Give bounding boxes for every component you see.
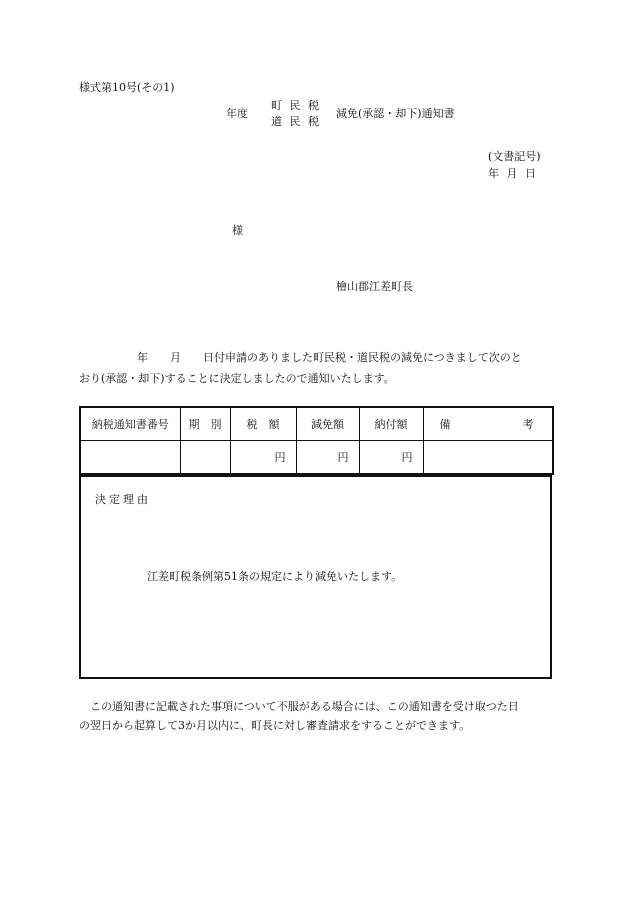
table-header-row xyxy=(80,407,553,441)
cell-tax-amount: 円 xyxy=(230,441,296,475)
decision-reason-box xyxy=(79,475,552,679)
cell-period xyxy=(180,441,230,475)
body-text-line-2: おり(承認・却下)することに決定しましたので通知いたします。 xyxy=(79,372,395,385)
fiscal-year-label: 年度 xyxy=(226,107,248,120)
issuer-name: 檜山郡江差町長 xyxy=(336,280,413,293)
header-period: 期 別 xyxy=(180,407,230,441)
header-reduction-amount: 減免額 xyxy=(296,407,359,441)
header-notice-number: 納税通知書番号 xyxy=(80,407,180,441)
cell-remarks xyxy=(423,441,553,475)
cell-payment-amount: 円 xyxy=(359,441,423,475)
header-payment-amount: 納付額 xyxy=(359,407,423,441)
body-text-line-1: 年 月 日付申請のありました町民税・道民税の減免につきまして次のと xyxy=(137,351,522,364)
tax-type-prefectural: 道 民 税 xyxy=(271,115,321,128)
appeal-note-line-1: この通知書に記載された事項について不服がある場合には、この通知書を受け取つた日 xyxy=(90,700,519,713)
form-number: 様式第10号(その1) xyxy=(79,81,175,94)
document-title: 減免(承認・却下)通知書 xyxy=(336,107,455,120)
cell-reduction-amount: 円 xyxy=(296,441,359,475)
decision-reason-text: 江差町税条例第51条の規定により減免いたします。 xyxy=(147,570,403,583)
cell-notice-number xyxy=(80,441,180,475)
issue-date: 年 月 日 xyxy=(488,167,536,180)
header-remarks xyxy=(423,407,553,441)
header-tax-amount: 税 額 xyxy=(230,407,296,441)
tax-type-town: 町 民 税 xyxy=(271,99,321,112)
document-reference: (文書記号) xyxy=(488,150,541,163)
header-remarks-char-2: 考 xyxy=(522,418,534,431)
tax-table xyxy=(79,406,554,475)
appeal-note-line-2: の翌日から起算して3か月以内に、町長に対し審査請求をすることができます。 xyxy=(79,719,471,732)
addressee-suffix: 様 xyxy=(232,224,243,237)
decision-reason-label: 決定理由 xyxy=(95,493,151,506)
header-remarks-char-1: 備 xyxy=(439,418,451,431)
table-row xyxy=(80,441,553,475)
